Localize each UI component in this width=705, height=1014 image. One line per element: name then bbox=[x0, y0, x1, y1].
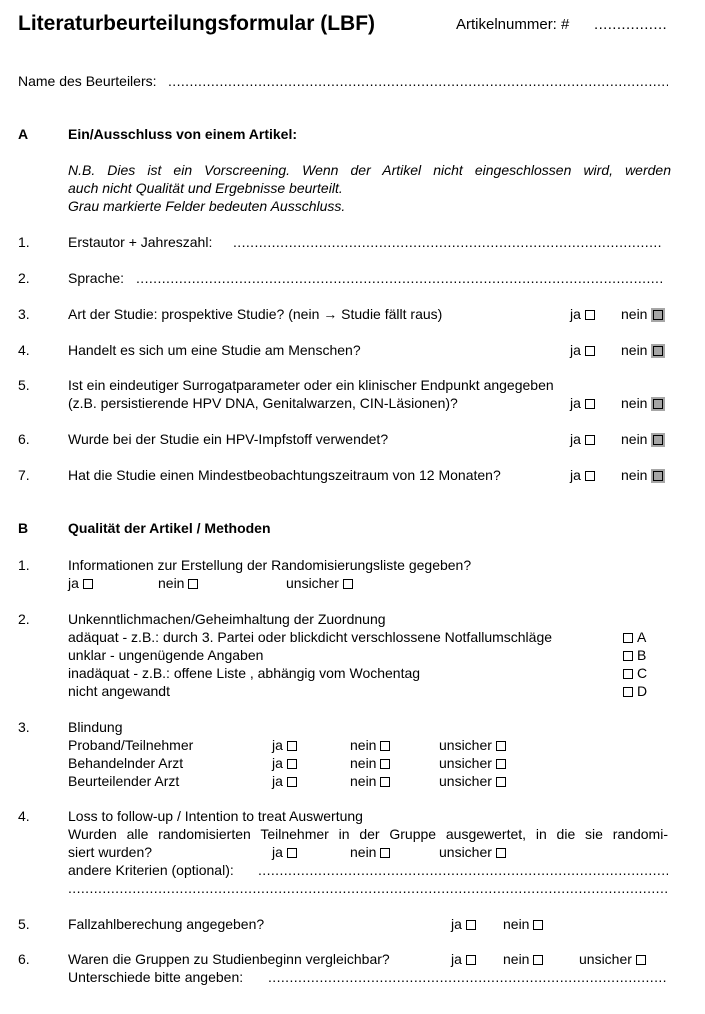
b2-number: 2. bbox=[18, 611, 30, 627]
b3-row-1-yes-checkbox[interactable] bbox=[287, 741, 297, 751]
article-number-field[interactable] bbox=[594, 16, 668, 34]
b4-number: 4. bbox=[18, 808, 30, 824]
b6-differences-field[interactable] bbox=[268, 969, 668, 985]
b1-yes-option[interactable] bbox=[68, 575, 93, 591]
b4-no-checkbox[interactable] bbox=[380, 848, 390, 858]
b3-row-3-no-checkbox[interactable] bbox=[380, 777, 390, 787]
a2-label: Sprache: bbox=[68, 270, 125, 286]
b3-row-3-yes[interactable] bbox=[272, 773, 297, 789]
b3-row-3-yes-checkbox[interactable] bbox=[287, 777, 297, 787]
a4-number: 4. bbox=[18, 342, 30, 358]
b6-unsure-label: unsicher bbox=[579, 951, 632, 967]
a6-number: 6. bbox=[18, 431, 30, 447]
b3-row-1-no-checkbox[interactable] bbox=[380, 741, 390, 751]
b3-row-1-no[interactable] bbox=[350, 737, 390, 753]
b2-option-b-checkbox[interactable] bbox=[623, 651, 633, 661]
a5-no-checkbox-exclusion[interactable] bbox=[653, 399, 663, 409]
b1-no-option[interactable] bbox=[158, 575, 198, 591]
a4-no-option[interactable] bbox=[621, 342, 663, 358]
b5-label: Fallzahlberechung angegeben? bbox=[68, 916, 265, 932]
a1-number: 1. bbox=[18, 234, 30, 250]
b4-other-criteria-field-line-2[interactable] bbox=[68, 880, 668, 896]
b6-yes-checkbox[interactable] bbox=[466, 955, 476, 965]
b3-row-1-no-label: nein bbox=[350, 737, 377, 753]
b6-differences-label: Unterschiede bitte angeben: bbox=[68, 969, 244, 985]
b3-row-1-label: Proband/Teilnehmer bbox=[68, 737, 194, 753]
b2-option-d-text: nicht angewandt bbox=[68, 683, 170, 699]
a3-yes-option[interactable] bbox=[570, 306, 595, 322]
b2-option-b-text: unklar - ungenügende Angaben bbox=[68, 647, 264, 663]
a6-yes-checkbox[interactable] bbox=[585, 435, 595, 445]
b6-unsure-checkbox[interactable] bbox=[636, 955, 646, 965]
b6-label: Waren die Gruppen zu Studienbeginn vergleichbar? bbox=[68, 951, 390, 967]
b3-row-2-unsure[interactable] bbox=[439, 755, 506, 771]
b2-option-b[interactable] bbox=[623, 647, 646, 663]
b3-label: Blindung bbox=[68, 719, 123, 735]
b3-row-2-no-checkbox[interactable] bbox=[380, 759, 390, 769]
b3-row-2-no-label: nein bbox=[350, 755, 377, 771]
b1-no-label: nein bbox=[158, 575, 185, 591]
a6-label: Wurde bei der Studie ein HPV-Impfstoff verwendet? bbox=[68, 431, 389, 447]
b4-unsure-label: unsicher bbox=[439, 844, 492, 860]
a4-yes-label: ja bbox=[570, 342, 581, 358]
b4-other-criteria-field[interactable] bbox=[258, 862, 668, 878]
a3-no-label: nein bbox=[621, 306, 648, 322]
section-a-note-line-2: auch nicht Qualität und Ergebnisse beurteilt. bbox=[68, 180, 343, 196]
b5-number: 5. bbox=[18, 916, 30, 932]
a3-number: 3. bbox=[18, 306, 30, 322]
a4-yes-checkbox[interactable] bbox=[585, 346, 595, 356]
a6-no-label: nein bbox=[621, 431, 648, 447]
a5-yes-option[interactable] bbox=[570, 395, 595, 411]
b5-yes-option[interactable] bbox=[451, 916, 476, 932]
b6-no-checkbox[interactable] bbox=[533, 955, 543, 965]
a4-no-checkbox-exclusion[interactable] bbox=[653, 346, 663, 356]
b3-row-1-unsure-checkbox[interactable] bbox=[496, 741, 506, 751]
a3-yes-checkbox[interactable] bbox=[585, 310, 595, 320]
b2-option-c-text: inadäquat - z.B.: offene Liste , abhängig vom Wochentag bbox=[68, 665, 421, 681]
a3-yes-label: ja bbox=[570, 306, 581, 322]
b2-option-d[interactable] bbox=[623, 683, 647, 699]
b5-no-checkbox[interactable] bbox=[533, 920, 543, 930]
a5-label-line-2: (z.B. persistierende HPV DNA, Genitalwarzen, CIN-Läsionen)? bbox=[68, 395, 458, 411]
a5-yes-checkbox[interactable] bbox=[585, 399, 595, 409]
b6-no-label: nein bbox=[503, 951, 530, 967]
a5-no-label: nein bbox=[621, 395, 648, 411]
b6-yes-label: ja bbox=[451, 951, 462, 967]
b6-number: 6. bbox=[18, 951, 30, 967]
section-b-letter: B bbox=[18, 520, 29, 536]
b5-no-label: nein bbox=[503, 916, 530, 932]
a5-yes-label: ja bbox=[570, 395, 581, 411]
a1-label: Erstautor + Jahreszahl: bbox=[68, 234, 213, 250]
b3-row-3-no-label: nein bbox=[350, 773, 377, 789]
section-b-title: Qualität der Artikel / Methoden bbox=[68, 520, 271, 536]
b3-row-2-yes[interactable] bbox=[272, 755, 297, 771]
a6-yes-label: ja bbox=[570, 431, 581, 447]
article-number-label: Artikelnummer: # bbox=[456, 16, 570, 33]
a7-no-checkbox-exclusion[interactable] bbox=[653, 471, 663, 481]
a3-no-option[interactable] bbox=[621, 306, 663, 322]
a5-no-option[interactable] bbox=[621, 395, 663, 411]
b5-yes-checkbox[interactable] bbox=[466, 920, 476, 930]
b3-row-2-yes-checkbox[interactable] bbox=[287, 759, 297, 769]
b4-label: Loss to follow-up / Intention to treat Auswertung bbox=[68, 808, 363, 824]
b2-label: Unkenntlichmachen/Geheimhaltung der Zuordnung bbox=[68, 611, 386, 627]
a6-no-checkbox-exclusion[interactable] bbox=[653, 435, 663, 445]
b4-other-criteria-label: andere Kriterien (optional): bbox=[68, 862, 234, 878]
a5-number: 5. bbox=[18, 377, 30, 393]
b1-unsure-label: unsicher bbox=[286, 575, 339, 591]
page-title: Literaturbeurteilungsformular (LBF) bbox=[18, 12, 376, 35]
b2-option-a-checkbox[interactable] bbox=[623, 633, 633, 643]
b3-number: 3. bbox=[18, 719, 30, 735]
section-a-letter: A bbox=[18, 126, 29, 142]
a3-label: Art der Studie: prospektive Studie? (nein → Studie fällt raus) bbox=[68, 306, 443, 322]
a6-no-option[interactable] bbox=[621, 431, 663, 447]
b2-option-d-checkbox[interactable] bbox=[623, 687, 633, 697]
b2-option-b-code: B bbox=[637, 647, 647, 663]
b3-row-2-no[interactable] bbox=[350, 755, 390, 771]
b2-option-a-text: adäquat - z.B.: durch 3. Partei oder blickdicht verschlossene Notfallumschläge bbox=[68, 629, 553, 645]
a7-yes-checkbox[interactable] bbox=[585, 471, 595, 481]
b5-yes-label: ja bbox=[451, 916, 462, 932]
b2-option-c[interactable] bbox=[623, 665, 647, 681]
b3-row-1-yes[interactable] bbox=[272, 737, 297, 753]
b2-option-a-code: A bbox=[637, 629, 647, 645]
a7-no-label: nein bbox=[621, 467, 648, 483]
b3-row-2-unsure-label: unsicher bbox=[439, 755, 492, 771]
b3-row-1-yes-label: ja bbox=[272, 737, 283, 753]
b4-unsure-checkbox[interactable] bbox=[496, 848, 506, 858]
b3-row-3-unsure[interactable] bbox=[439, 773, 506, 789]
a7-label: Hat die Studie einen Mindestbeobachtungszeitraum von 12 Monaten? bbox=[68, 467, 501, 483]
a5-label-line-1: Ist ein eindeutiger Surrogatparameter oder ein klinischer Endpunkt angegeben bbox=[68, 377, 554, 393]
b6-no-option[interactable] bbox=[503, 951, 543, 967]
b3-row-1-unsure[interactable] bbox=[439, 737, 506, 753]
b1-yes-label: ja bbox=[68, 575, 79, 591]
b4-question-line-2: siert wurden? bbox=[68, 844, 153, 860]
b2-option-d-code: D bbox=[637, 683, 648, 699]
a2-number: 2. bbox=[18, 270, 30, 286]
b4-yes-option[interactable] bbox=[272, 844, 297, 860]
b1-no-checkbox[interactable] bbox=[188, 579, 198, 589]
a7-yes-option[interactable] bbox=[570, 467, 595, 483]
b4-unsure-option[interactable] bbox=[439, 844, 506, 860]
b3-row-3-yes-label: ja bbox=[272, 773, 283, 789]
b1-number: 1. bbox=[18, 557, 30, 573]
reviewer-label: Name des Beurteilers: bbox=[18, 73, 157, 89]
b2-option-c-checkbox[interactable] bbox=[623, 669, 633, 679]
b4-yes-checkbox[interactable] bbox=[287, 848, 297, 858]
b3-row-2-yes-label: ja bbox=[272, 755, 283, 771]
first-author-year-field[interactable] bbox=[233, 234, 663, 250]
b1-unsure-option[interactable] bbox=[286, 575, 353, 591]
b4-no-option[interactable] bbox=[350, 844, 390, 860]
b3-row-3-unsure-checkbox[interactable] bbox=[496, 777, 506, 787]
b2-option-c-code: C bbox=[637, 665, 648, 681]
b3-row-2-unsure-checkbox[interactable] bbox=[496, 759, 506, 769]
a6-yes-option[interactable] bbox=[570, 431, 595, 447]
b3-row-3-label: Beurteilender Arzt bbox=[68, 773, 180, 789]
b5-no-option[interactable] bbox=[503, 916, 543, 932]
b3-row-3-no[interactable] bbox=[350, 773, 390, 789]
a7-yes-label: ja bbox=[570, 467, 581, 483]
b2-option-a[interactable] bbox=[623, 629, 646, 645]
language-field[interactable] bbox=[136, 270, 664, 286]
a4-yes-option[interactable] bbox=[570, 342, 595, 358]
a3-no-checkbox-exclusion[interactable] bbox=[653, 310, 663, 320]
a7-no-option[interactable] bbox=[621, 467, 663, 483]
section-a-note-line-3: Grau markierte Felder bedeuten Ausschluss. bbox=[68, 198, 346, 214]
a7-number: 7. bbox=[18, 467, 30, 483]
b1-yes-checkbox[interactable] bbox=[83, 579, 93, 589]
section-a-title: Ein/Ausschluss von einem Artikel: bbox=[68, 126, 297, 142]
reviewer-name-field[interactable] bbox=[168, 73, 668, 89]
b3-row-1-unsure-label: unsicher bbox=[439, 737, 492, 753]
section-a-note-line-1: N.B. Dies ist ein Vorscreening. Wenn der Artikel nicht eingeschlossen wird, werden bbox=[68, 162, 671, 178]
b4-yes-label: ja bbox=[272, 844, 283, 860]
b3-row-2-label: Behandelnder Arzt bbox=[68, 755, 184, 771]
b1-label: Informationen zur Erstellung der Randomisierungsliste gegeben? bbox=[68, 557, 472, 573]
a4-label: Handelt es sich um eine Studie am Menschen? bbox=[68, 342, 361, 358]
a4-no-label: nein bbox=[621, 342, 648, 358]
b3-row-3-unsure-label: unsicher bbox=[439, 773, 492, 789]
b6-yes-option[interactable] bbox=[451, 951, 476, 967]
b1-unsure-checkbox[interactable] bbox=[343, 579, 353, 589]
b4-question-line-1: Wurden alle randomisierten Teilnehmer in der Gruppe ausgewertet, in die sie randomi- bbox=[68, 826, 668, 842]
b4-no-label: nein bbox=[350, 844, 377, 860]
b6-unsure-option[interactable] bbox=[579, 951, 646, 967]
